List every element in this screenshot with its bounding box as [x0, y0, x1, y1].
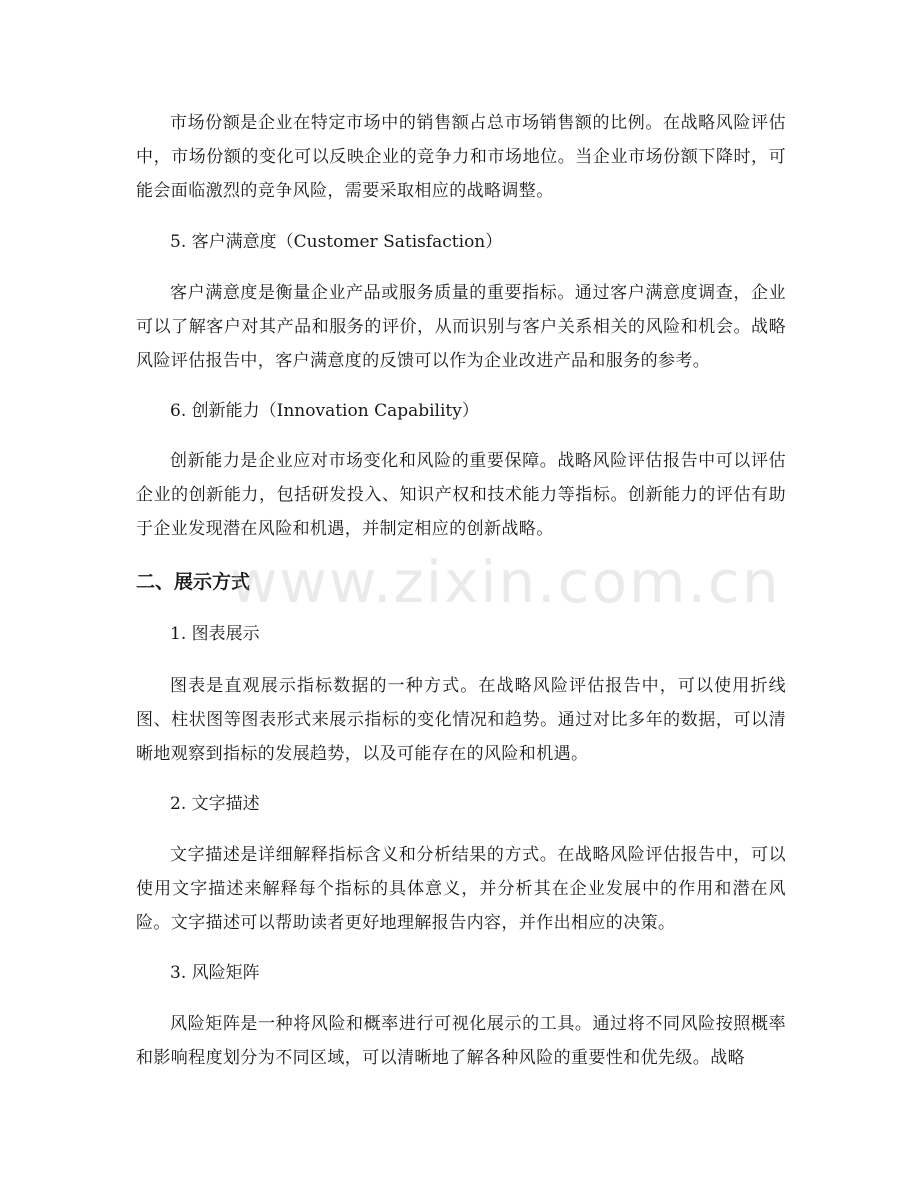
heading-innovation-capability: 6. 创新能力（Innovation Capability）	[170, 401, 479, 421]
paragraph-customer-satisfaction: 客户满意度是衡量企业产品或服务质量的重要指标。通过客户满意度调查，企业可以了解客户对其产品和服务的评价，从而识别与客户关系相关的风险和机会。战略风险评估报告中，客户满意度的反馈可以作为企业改进产品和服务的参考。	[136, 283, 786, 371]
heading-risk-matrix: 3. 风险矩阵	[170, 963, 260, 983]
heading-chart-display: 1. 图表展示	[170, 624, 260, 644]
paragraph-market-share: 市场份额是企业在特定市场中的销售额占总市场销售额的比例。在战略风险评估中，市场份额的变化可以反映企业的竞争力和市场地位。当企业市场份额下降时，可能会面临激烈的竞争风险，需要采取相应的战略调整。	[136, 113, 786, 201]
paragraph-chart-display: 图表是直观展示指标数据的一种方式。在战略风险评估报告中，可以使用折线图、柱状图等图表形式来展示指标的变化情况和趋势。通过对比多年的数据，可以清晰地观察到指标的发展趋势，以及可能存在的风险和机遇。	[136, 676, 786, 764]
paragraph-risk-matrix: 风险矩阵是一种将风险和概率进行可视化展示的工具。通过将不同风险按照概率和影响程度划分为不同区域，可以清晰地了解各种风险的重要性和优先级。战略	[136, 1014, 786, 1068]
heading-text-description: 2. 文字描述	[170, 794, 260, 814]
paragraph-innovation: 创新能力是企业应对市场变化和风险的重要保障。战略风险评估报告中可以评估企业的创新能力，包括研发投入、知识产权和技术能力等指标。创新能力的评估有助于企业发现潜在风险和机遇，并制定相应的创新战略。	[136, 451, 786, 539]
paragraph-text-description: 文字描述是详细解释指标含义和分析结果的方式。在战略风险评估报告中，可以使用文字描述来解释每个指标的具体意义，并分析其在企业发展中的作用和潜在风险。文字描述可以帮助读者更好地理解报告内容，并作出相应的决策。	[136, 845, 786, 933]
section-heading-display-methods: 二、展示方式	[136, 571, 251, 593]
heading-customer-satisfaction: 5. 客户满意度（Customer Satisfaction）	[170, 232, 503, 252]
watermark: www.zixin.com.cn	[230, 548, 781, 616]
